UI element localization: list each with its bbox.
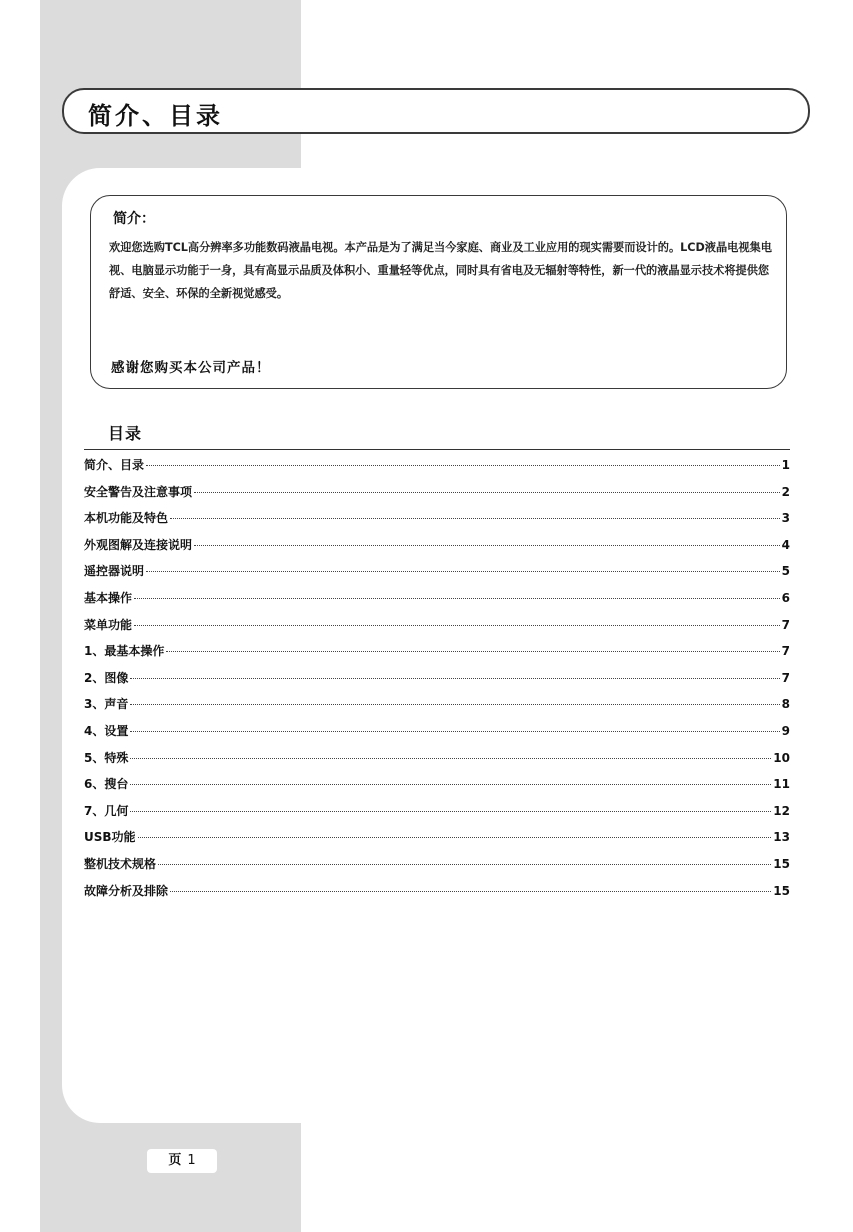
toc-leader [134, 625, 780, 626]
toc-item-title: 菜单功能 [84, 617, 133, 632]
toc-item-page: 4 [781, 537, 790, 552]
toc-leader [130, 811, 771, 812]
toc-item-title: 遥控器说明 [84, 564, 145, 579]
toc-leader [134, 598, 780, 599]
toc-item[interactable] [84, 642, 790, 669]
page-title: 简介、目录 [88, 102, 223, 130]
toc-leader [170, 518, 780, 519]
toc-item-page: 15 [773, 856, 790, 871]
toc-item[interactable] [84, 589, 790, 616]
toc-item-title: 本机功能及特色 [84, 511, 169, 526]
toc-item-page: 10 [773, 750, 790, 765]
toc-item-page: 9 [781, 723, 790, 738]
toc-item-page: 15 [773, 883, 790, 898]
toc-leader [130, 784, 771, 785]
toc-item-page: 13 [773, 830, 790, 845]
toc-item-page: 7 [781, 617, 790, 632]
toc-item-title: 5、特殊 [84, 750, 129, 765]
toc-item[interactable] [84, 616, 790, 643]
toc-list [84, 456, 790, 908]
toc-item-title: 3、声音 [84, 697, 129, 712]
toc-item-page: 3 [781, 511, 790, 526]
toc-divider [84, 449, 790, 450]
title-banner [62, 88, 810, 134]
toc-item-page: 5 [781, 564, 790, 579]
toc-item-title: 6、搜台 [84, 777, 129, 792]
toc-item[interactable] [84, 775, 790, 802]
page-number-badge [147, 1149, 217, 1173]
toc-item-title: 整机技术规格 [84, 856, 157, 871]
toc-item[interactable] [84, 483, 790, 510]
page-number: 1 [187, 1153, 196, 1168]
toc-leader [138, 837, 772, 838]
toc-item-page: 2 [781, 484, 790, 499]
toc-item[interactable] [84, 509, 790, 536]
toc-item-title: 基本操作 [84, 590, 133, 605]
toc-item-title: 4、设置 [84, 723, 129, 738]
intro-thanks: 感谢您购买本公司产品！ [111, 360, 271, 376]
toc-leader [130, 678, 779, 679]
intro-heading: 简介： [113, 211, 155, 227]
toc-leader [194, 492, 780, 493]
toc-leader [166, 651, 779, 652]
toc-item[interactable] [84, 802, 790, 829]
toc-item-page: 11 [773, 777, 790, 792]
toc-item-title: 故障分析及排除 [84, 883, 169, 898]
toc-leader [130, 758, 771, 759]
toc-item[interactable] [84, 882, 790, 909]
toc-item-title: 安全警告及注意事项 [84, 484, 193, 499]
toc-item-title: 1、最基本操作 [84, 644, 165, 659]
toc-item-title: 2、图像 [84, 670, 129, 685]
page-label: 页 [168, 1153, 182, 1168]
toc-item-title: 7、几何 [84, 803, 129, 818]
toc-leader [146, 571, 780, 572]
toc-leader [170, 891, 771, 892]
toc-heading: 目录 [108, 424, 143, 443]
toc-leader [146, 465, 780, 466]
toc-leader [158, 864, 771, 865]
toc-item[interactable] [84, 562, 790, 589]
intro-body: 欢迎您选购TCL高分辨率多功能数码液晶电视。本产品是为了满足当今家庭、商业及工业应用的现实需要而设计的。LCD液晶电视集电视、电脑显示功能于一身，具有高显示品质及体积小、重量轻等优点，同时具有省电及无辐射等特性，新一代的液晶显示技术将提供您舒适、安全、环保的全新视觉感受。 [109, 241, 772, 300]
toc-item-page: 6 [781, 590, 790, 605]
toc-item[interactable] [84, 855, 790, 882]
toc-item[interactable] [84, 669, 790, 696]
toc-item-title: USB功能 [84, 830, 136, 845]
toc-item-page: 7 [781, 644, 790, 659]
toc-item[interactable] [84, 749, 790, 776]
toc-item-page: 7 [781, 670, 790, 685]
toc-leader [194, 545, 780, 546]
toc-item[interactable] [84, 536, 790, 563]
toc-leader [130, 704, 779, 705]
toc-item[interactable] [84, 695, 790, 722]
toc-item[interactable] [84, 456, 790, 483]
toc-item-page: 12 [773, 803, 790, 818]
toc-item-page: 1 [781, 458, 790, 472]
toc-item-page: 8 [781, 697, 790, 712]
intro-box [90, 195, 787, 389]
toc-leader [130, 731, 779, 732]
toc-item[interactable] [84, 828, 790, 855]
toc-item-title: 简介、目录 [84, 458, 145, 472]
toc-item[interactable] [84, 722, 790, 749]
toc-item-title: 外观图解及连接说明 [84, 537, 193, 552]
